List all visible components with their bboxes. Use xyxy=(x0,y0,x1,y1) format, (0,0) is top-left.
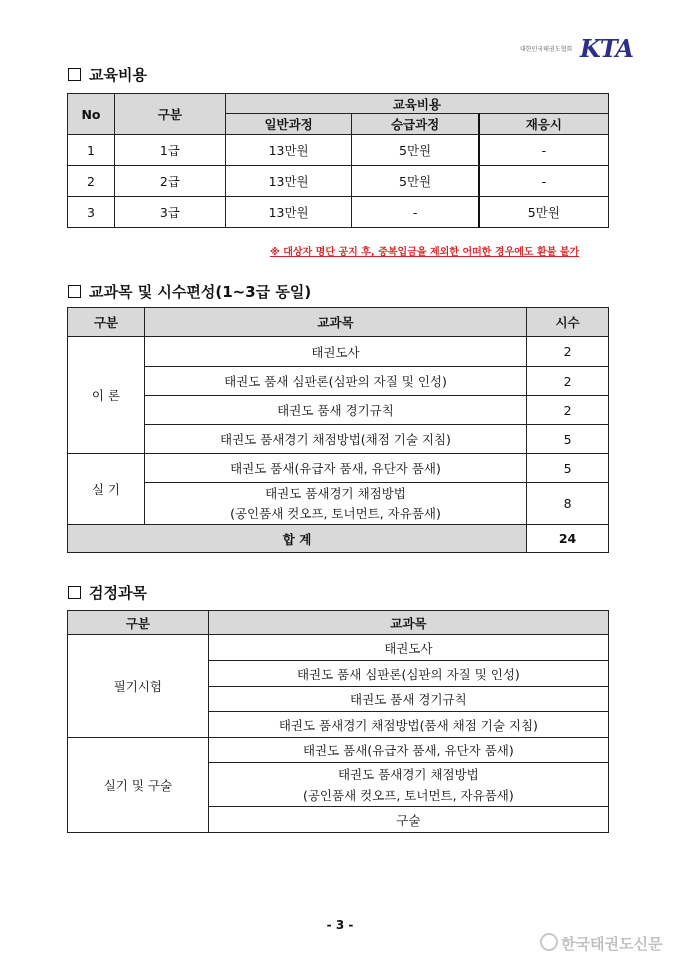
header-no: No xyxy=(68,94,115,135)
table-row xyxy=(68,454,609,483)
header-cost: 교육비용 xyxy=(225,94,608,114)
cell-subject: 태권도사 xyxy=(144,337,526,367)
header-subject: 교과목 xyxy=(208,611,608,635)
subject-line: 태권도 품새경기 채점방법 xyxy=(265,485,406,501)
cell-subject: 태권도 품새(유급자 품새, 유단자 품새) xyxy=(208,738,608,763)
table-row xyxy=(68,135,609,166)
cell-general: 13만원 xyxy=(225,166,352,197)
logo-brand: KTA xyxy=(580,34,634,63)
table-row xyxy=(68,635,609,661)
section-title: 교과목 및 시수편성(1~3급 동일) xyxy=(89,283,312,301)
watermark xyxy=(540,933,662,954)
cell-hours: 8 xyxy=(527,483,609,525)
checkbox-square-icon xyxy=(68,68,81,81)
cell-grade: 1급 xyxy=(114,135,225,166)
cell-subject: 태권도 품새 경기규칙 xyxy=(208,687,608,712)
watermark-text: 한국태권도신문 xyxy=(561,935,663,953)
table-row xyxy=(68,166,609,197)
page-number: - 3 - xyxy=(326,918,354,932)
cell-retake: - xyxy=(479,166,609,197)
cell-hours: 2 xyxy=(527,367,609,396)
table-row xyxy=(68,425,609,454)
cell-hours: 2 xyxy=(527,337,609,367)
table-row xyxy=(68,367,609,396)
table-row xyxy=(68,197,609,228)
cell-hours: 5 xyxy=(527,425,609,454)
cell-subject: 태권도 품새(유급자 품새, 유단자 품새) xyxy=(144,454,526,483)
cell-subject: 태권도 품새 심판론(심판의 자질 및 인성) xyxy=(208,661,608,687)
table-row xyxy=(68,738,609,763)
header-retake: 재응시 xyxy=(479,114,609,135)
cell-grade: 2급 xyxy=(114,166,225,197)
total-label: 합 계 xyxy=(68,525,527,553)
section-heading-cost xyxy=(68,64,147,85)
cell-hours: 5 xyxy=(527,454,609,483)
cell-no: 2 xyxy=(68,166,115,197)
cell-subject: 구술 xyxy=(208,807,608,833)
header-promotion: 승급과정 xyxy=(352,114,479,135)
cell-general: 13만원 xyxy=(225,135,352,166)
cell-subject: 태권도사 xyxy=(208,635,608,661)
cell-subject: 태권도 품새 경기규칙 xyxy=(144,396,526,425)
cell-no: 1 xyxy=(68,135,115,166)
category-practical: 실기 및 구술 xyxy=(68,738,209,833)
cell-grade: 3급 xyxy=(114,197,225,228)
checkbox-square-icon xyxy=(68,285,81,298)
header-category: 구분 xyxy=(68,611,209,635)
header-category: 구분 xyxy=(114,94,225,135)
cell-hours: 2 xyxy=(527,396,609,425)
header-hours: 시수 xyxy=(527,308,609,337)
category-theory: 이 론 xyxy=(68,337,145,454)
category-written: 필기시험 xyxy=(68,635,209,738)
cell-retake: 5만원 xyxy=(479,197,609,228)
cell-promotion: - xyxy=(352,197,479,228)
header-category: 구분 xyxy=(68,308,145,337)
exam-table xyxy=(67,610,609,833)
cell-subject xyxy=(144,483,526,525)
subject-line: (공인품새 컷오프, 토너먼트, 자유품새) xyxy=(302,787,514,803)
section-title: 검정과목 xyxy=(89,584,147,602)
cell-subject: 태권도 품새 심판론(심판의 자질 및 인성) xyxy=(144,367,526,396)
category-practice: 실 기 xyxy=(68,454,145,525)
cell-promotion: 5만원 xyxy=(352,135,479,166)
table-row xyxy=(68,337,609,367)
subject-line: (공인품새 컷오프, 토너먼트, 자유품새) xyxy=(230,505,441,521)
logo-org-text: 대한민국태권도협회 xyxy=(520,46,573,53)
kta-logo xyxy=(520,34,634,66)
table-row xyxy=(68,483,609,525)
total-row xyxy=(68,525,609,553)
cell-subject: 태권도 품새경기 채점방법(품새 채점 기술 지침) xyxy=(208,712,608,738)
section-title: 교육비용 xyxy=(89,66,147,84)
cell-retake: - xyxy=(479,135,609,166)
table-row xyxy=(68,396,609,425)
curriculum-table xyxy=(67,307,609,553)
checkbox-square-icon xyxy=(68,586,81,599)
newspaper-logo-icon xyxy=(540,933,558,951)
cell-subject: 태권도 품새경기 채점방법(채점 기술 지침) xyxy=(144,425,526,454)
cell-general: 13만원 xyxy=(225,197,352,228)
header-subject: 교과목 xyxy=(144,308,526,337)
subject-line: 태권도 품새경기 채점방법 xyxy=(337,766,479,782)
section-heading-curriculum xyxy=(68,281,311,302)
total-hours: 24 xyxy=(527,525,609,553)
refund-note: ※ 대상자 명단 공지 후, 중복입금을 제외한 어떠한 경우에도 환불 불가 xyxy=(270,247,580,258)
cell-subject xyxy=(208,763,608,807)
cost-table xyxy=(67,93,609,228)
section-heading-exam xyxy=(68,582,147,603)
header-general: 일반과정 xyxy=(225,114,352,135)
cell-promotion: 5만원 xyxy=(352,166,479,197)
cell-no: 3 xyxy=(68,197,115,228)
